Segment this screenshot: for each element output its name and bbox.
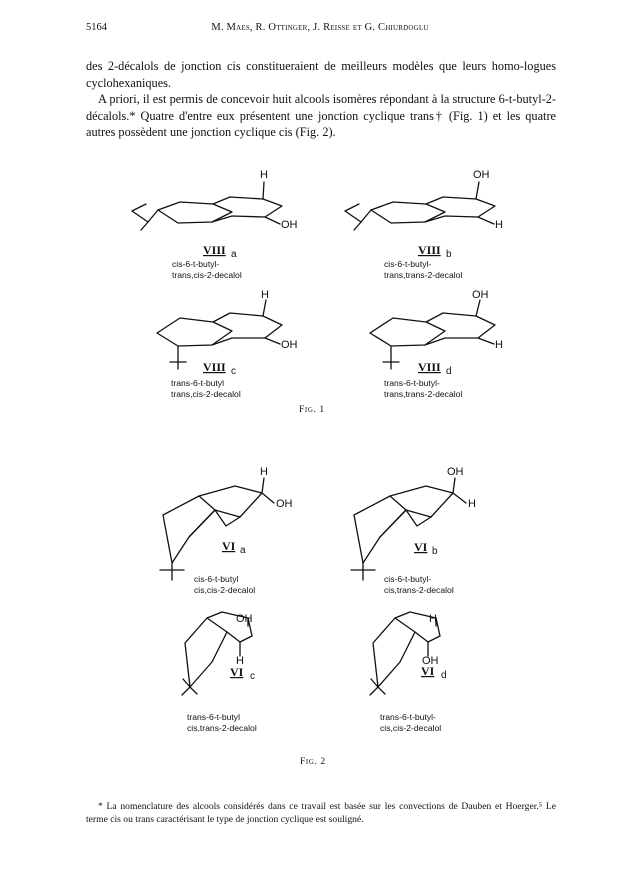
viii-d-top-atom: OH bbox=[472, 289, 489, 301]
vi-b-sub: b bbox=[432, 546, 438, 557]
structure-viii-a bbox=[132, 169, 298, 231]
viii-b-name-line1: cis-6-t-butyl- bbox=[384, 259, 432, 269]
viii-b-name-line2: trans,trans-2-decalol bbox=[384, 269, 463, 280]
running-authors: M. Maes, R. Ottinger, J. Reisse et G. Chiurdoglu bbox=[211, 22, 429, 33]
structure-vi-d bbox=[370, 612, 440, 695]
viii-d-name-line2: trans,trans-2-decalol bbox=[384, 388, 463, 399]
structure-viii-b bbox=[345, 169, 503, 231]
vi-a-name-line1: cis-6-t-butyl bbox=[194, 574, 239, 584]
vi-c-name-line2: cis,trans-2-decalol bbox=[187, 722, 257, 733]
vi-a-roman: VI bbox=[222, 539, 236, 553]
viii-d-name-line1: trans-6-t-butyl- bbox=[384, 378, 440, 388]
vi-c-name-line1: trans-6-t-butyl bbox=[187, 712, 241, 722]
vi-b-name-line2: cis,trans-2-decalol bbox=[384, 584, 454, 595]
viii-b-side-atom: H bbox=[495, 219, 503, 231]
structure-viii-c bbox=[157, 289, 298, 369]
vi-d-side-atom: OH bbox=[422, 655, 439, 667]
viii-a-roman: VIII bbox=[203, 243, 226, 257]
vi-a-caption bbox=[194, 574, 255, 595]
structure-vi-c bbox=[182, 612, 253, 695]
viii-c-roman: VIII bbox=[203, 360, 226, 374]
viii-c-name-line2: trans,cis-2-decalol bbox=[171, 388, 241, 399]
viii-d-side-atom: H bbox=[495, 339, 503, 351]
viii-a-side-atom: OH bbox=[281, 219, 298, 231]
vi-d-roman: VI bbox=[421, 664, 435, 678]
viii-b-top-atom: OH bbox=[473, 169, 490, 181]
vi-a-sub: a bbox=[240, 545, 246, 556]
vi-c-sub: c bbox=[250, 671, 255, 682]
viii-d-sub: d bbox=[446, 366, 452, 377]
viii-b-sub: b bbox=[446, 249, 452, 260]
vi-b-caption bbox=[384, 574, 454, 595]
viii-b-roman: VIII bbox=[418, 243, 441, 257]
vi-d-sub: d bbox=[441, 670, 447, 681]
vi-a-side-atom: OH bbox=[276, 498, 293, 510]
vi-d-top-atom: H bbox=[429, 613, 437, 625]
viii-a-top-atom: H bbox=[260, 169, 268, 181]
vi-b-side-atom: H bbox=[468, 498, 476, 510]
vi-d-name-line2: cis,cis-2-decalol bbox=[380, 722, 442, 733]
vi-b-roman: VI bbox=[414, 540, 428, 554]
viii-a-name-line2: trans,cis-2-decalol bbox=[172, 269, 242, 280]
viii-a-caption bbox=[172, 259, 242, 280]
structure-vi-a bbox=[160, 466, 293, 580]
structure-viii-d bbox=[370, 289, 503, 369]
vi-d-caption bbox=[380, 712, 441, 733]
viii-c-caption bbox=[171, 378, 241, 399]
vi-b-top-atom: OH bbox=[447, 466, 464, 478]
paragraph-2: A priori, il est permis de concevoir huit alcools isomères répondant à la structure 6-t-butyl-2-décalols.* Quatre d'entre eux présentent une jonction cyclique trans† (Fig. 1) et les quatre autres possèdent une jonction cyclique cis (Fig. 2). bbox=[86, 92, 556, 139]
page-number: 5164 bbox=[86, 22, 107, 33]
viii-c-side-atom: OH bbox=[281, 339, 298, 351]
vi-a-name-line2: cis,cis-2-decalol bbox=[194, 584, 256, 595]
viii-d-caption bbox=[384, 378, 462, 399]
viii-b-caption bbox=[384, 259, 462, 280]
viii-c-top-atom: H bbox=[261, 289, 269, 301]
footnote bbox=[86, 800, 556, 826]
vi-c-side-atom: H bbox=[236, 655, 244, 667]
fig2-label: Fig. 2 bbox=[300, 757, 326, 767]
viii-c-name-line1: trans-6-t-butyl bbox=[171, 378, 225, 388]
paragraph-1: des 2-décalols de jonction cis constitueraient de meilleurs modèles que leurs homo-logues cyclohexaniques. bbox=[86, 59, 556, 90]
footnote-text: * La nomenclature des alcools considérés dans ce travail est basée sur les convections de Dauben et Hoerger.⁵ Le terme cis ou trans caractérisant le type de jonction cyclique est souligné. bbox=[86, 801, 556, 825]
viii-a-name-line1: cis-6-t-butyl- bbox=[172, 259, 220, 269]
structure-vi-b bbox=[351, 466, 476, 580]
vi-d-name-line1: trans-6-t-butyl- bbox=[380, 712, 436, 722]
vi-c-roman: VI bbox=[230, 665, 244, 679]
vi-a-top-atom: H bbox=[260, 466, 268, 478]
fig1-label: Fig. 1 bbox=[299, 405, 325, 415]
fig2-compound-labels bbox=[222, 539, 447, 682]
vi-c-caption bbox=[187, 712, 257, 733]
vi-c-top-atom: OH bbox=[236, 613, 253, 625]
viii-c-sub: c bbox=[231, 366, 236, 377]
viii-d-roman: VIII bbox=[418, 360, 441, 374]
vi-b-name-line1: cis-6-t-butyl- bbox=[384, 574, 432, 584]
viii-a-sub: a bbox=[231, 249, 237, 260]
